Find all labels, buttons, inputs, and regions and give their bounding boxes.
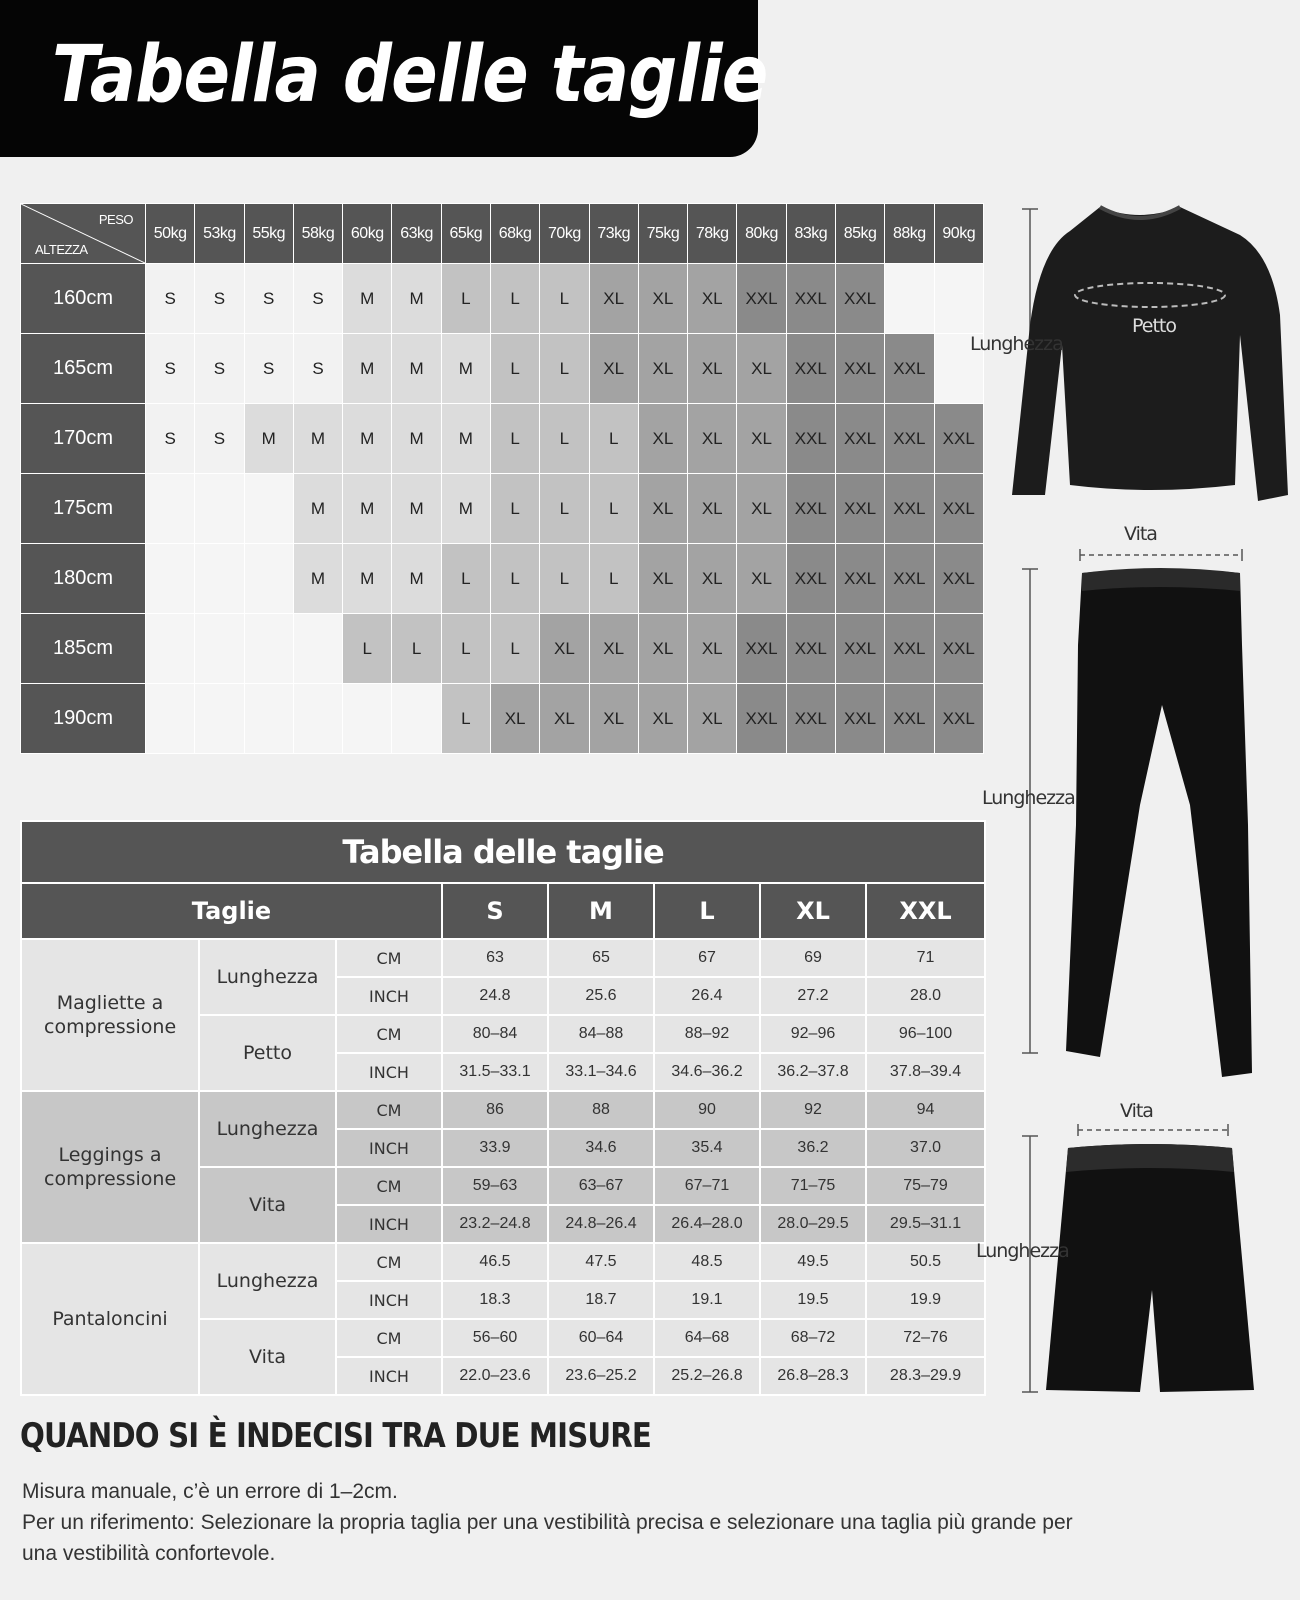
size-cell: XXL xyxy=(885,334,934,404)
measurement-table-title: Tabella delle taglie xyxy=(21,821,985,883)
size-cell: XL xyxy=(638,614,687,684)
size-cell: XXL xyxy=(885,614,934,684)
weight-header: 58kg xyxy=(293,204,342,264)
size-cell: XL xyxy=(638,474,687,544)
grid-row xyxy=(21,614,984,684)
size-cell: L xyxy=(343,614,392,684)
measurement-value: 69 xyxy=(760,939,866,977)
size-cell xyxy=(146,614,195,684)
size-column-header: S xyxy=(442,883,548,939)
size-cell: XXL xyxy=(835,474,884,544)
size-cell: XXL xyxy=(934,474,984,544)
advice-heading: QUANDO SI È INDECISI TRA DUE MISURE xyxy=(20,1416,652,1456)
size-cell: L xyxy=(490,334,539,404)
size-cell: XL xyxy=(688,614,737,684)
advice-line-1: Misura manuale, c’è un errore di 1–2cm. xyxy=(22,1480,398,1503)
compression-shirt-illustration xyxy=(970,195,1300,515)
size-cell: L xyxy=(441,264,490,334)
measurement-value: 28.0 xyxy=(866,977,985,1015)
measurement-value: 49.5 xyxy=(760,1243,866,1281)
size-cell: XL xyxy=(638,264,687,334)
shorts-waist-label: Vita xyxy=(1120,1100,1153,1122)
size-cell: XL xyxy=(490,684,539,754)
measurement-value: 25.6 xyxy=(548,977,654,1015)
weight-header: 60kg xyxy=(343,204,392,264)
size-cell: XXL xyxy=(934,404,984,474)
weight-header: 73kg xyxy=(589,204,638,264)
measurement-part: Lunghezza xyxy=(199,1091,336,1167)
size-cell: M xyxy=(244,404,293,474)
weight-axis-label: PESO xyxy=(98,212,133,227)
weight-header: 65kg xyxy=(441,204,490,264)
measurement-value: 24.8–26.4 xyxy=(548,1205,654,1243)
size-cell xyxy=(244,474,293,544)
size-cell: XXL xyxy=(885,404,934,474)
size-cell: XXL xyxy=(934,614,984,684)
size-cell xyxy=(934,264,984,334)
compression-leggings-illustration xyxy=(982,523,1300,1105)
size-cell: L xyxy=(441,544,490,614)
size-cell: M xyxy=(441,334,490,404)
size-cell: L xyxy=(490,544,539,614)
size-cell: M xyxy=(441,474,490,544)
grid-row xyxy=(21,684,984,754)
size-cell xyxy=(343,684,392,754)
size-cell: L xyxy=(392,614,441,684)
advice-line-2: Per un riferimento: Selezionare la propria taglia per una vestibilità precisa e selezionare una taglia più grande per xyxy=(22,1511,1073,1534)
size-cell: M xyxy=(392,264,441,334)
measurement-part: Vita xyxy=(199,1319,336,1395)
measurement-value: 56–60 xyxy=(442,1319,548,1357)
measurement-value: 71 xyxy=(866,939,985,977)
unit-label: INCH xyxy=(336,1053,442,1091)
size-cell: XXL xyxy=(737,614,786,684)
size-cell: L xyxy=(540,474,589,544)
unit-label: INCH xyxy=(336,1281,442,1319)
measurement-value: 23.6–25.2 xyxy=(548,1357,654,1395)
size-cell: XXL xyxy=(835,544,884,614)
grid-row xyxy=(21,334,984,404)
size-cell: L xyxy=(540,544,589,614)
size-cell: XXL xyxy=(786,334,835,404)
size-cell: M xyxy=(343,404,392,474)
size-cell: XL xyxy=(688,684,737,754)
size-cell: L xyxy=(490,614,539,684)
garment-category: Pantaloncini xyxy=(21,1243,199,1395)
measurement-value: 72–76 xyxy=(866,1319,985,1357)
size-cell: L xyxy=(490,404,539,474)
size-cell: XXL xyxy=(737,684,786,754)
measurement-value: 67 xyxy=(654,939,760,977)
measurement-value: 84–88 xyxy=(548,1015,654,1053)
size-cell: M xyxy=(293,474,342,544)
size-cell: XXL xyxy=(835,404,884,474)
height-label: 190cm xyxy=(21,684,146,754)
size-cell: XXL xyxy=(835,334,884,404)
size-cell: S xyxy=(293,264,342,334)
height-weight-size-grid xyxy=(20,203,984,754)
size-cell: XXL xyxy=(885,684,934,754)
size-cell: S xyxy=(195,334,244,404)
measurement-value: 19.5 xyxy=(760,1281,866,1319)
size-column-header: M xyxy=(548,883,654,939)
size-cell xyxy=(392,684,441,754)
size-cell: XL xyxy=(540,684,589,754)
unit-label: CM xyxy=(336,1243,442,1281)
measurement-value: 24.8 xyxy=(442,977,548,1015)
size-cell: M xyxy=(293,404,342,474)
measurement-value: 29.5–31.1 xyxy=(866,1205,985,1243)
size-cell xyxy=(146,544,195,614)
weight-header: 90kg xyxy=(934,204,984,264)
measurement-part: Lunghezza xyxy=(199,1243,336,1319)
measurement-value: 63–67 xyxy=(548,1167,654,1205)
size-cell: XL xyxy=(737,334,786,404)
measurement-value: 88–92 xyxy=(654,1015,760,1053)
size-cell xyxy=(195,684,244,754)
grid-corner-cell xyxy=(21,204,146,264)
size-cell: S xyxy=(146,264,195,334)
size-cell: XXL xyxy=(885,544,934,614)
garment-category: Leggings a compressione xyxy=(21,1091,199,1243)
measurement-part: Lunghezza xyxy=(199,939,336,1015)
unit-label: CM xyxy=(336,1167,442,1205)
size-cell: XL xyxy=(688,544,737,614)
grid-row xyxy=(21,404,984,474)
size-cell: L xyxy=(441,684,490,754)
unit-label: CM xyxy=(336,939,442,977)
measurement-value: 26.4 xyxy=(654,977,760,1015)
size-column-header: L xyxy=(654,883,760,939)
leggings-icon xyxy=(990,525,1300,1105)
size-cell: L xyxy=(441,614,490,684)
measurement-value: 50.5 xyxy=(866,1243,985,1281)
measurement-value: 75–79 xyxy=(866,1167,985,1205)
size-cell: XXL xyxy=(835,684,884,754)
size-cell: XXL xyxy=(786,544,835,614)
measurement-value: 68–72 xyxy=(760,1319,866,1357)
size-cell xyxy=(885,264,934,334)
measurement-value: 65 xyxy=(548,939,654,977)
weight-header: 88kg xyxy=(885,204,934,264)
measurement-value: 86 xyxy=(442,1091,548,1129)
size-cell: XL xyxy=(589,614,638,684)
weight-header: 75kg xyxy=(638,204,687,264)
size-cell: XL xyxy=(589,684,638,754)
unit-label: INCH xyxy=(336,1205,442,1243)
measurement-value: 36.2 xyxy=(760,1129,866,1167)
measurement-value: 64–68 xyxy=(654,1319,760,1357)
measurement-table xyxy=(20,820,986,1396)
measurement-value: 25.2–26.8 xyxy=(654,1357,760,1395)
leggings-length-label: Lunghezza xyxy=(982,787,1075,809)
height-label: 160cm xyxy=(21,264,146,334)
measurement-row xyxy=(21,939,985,977)
weight-header: 70kg xyxy=(540,204,589,264)
size-cell: XXL xyxy=(786,614,835,684)
weight-header: 50kg xyxy=(146,204,195,264)
height-label: 175cm xyxy=(21,474,146,544)
size-cell: XL xyxy=(589,264,638,334)
leggings-waist-label: Vita xyxy=(1124,523,1157,545)
measurement-value: 26.8–28.3 xyxy=(760,1357,866,1395)
size-cell xyxy=(244,544,293,614)
page-title: Tabella delle taglie xyxy=(52,30,768,120)
weight-header: 68kg xyxy=(490,204,539,264)
size-cell xyxy=(146,474,195,544)
measurement-value: 67–71 xyxy=(654,1167,760,1205)
size-cell: M xyxy=(392,544,441,614)
size-cell xyxy=(244,614,293,684)
size-cell: XL xyxy=(737,474,786,544)
shorts-length-label: Lunghezza xyxy=(976,1240,1069,1262)
size-cell: XL xyxy=(737,404,786,474)
measurement-value: 88 xyxy=(548,1091,654,1129)
size-column-header: XL xyxy=(760,883,866,939)
advice-line-3: una vestibilità confortevole. xyxy=(22,1542,276,1565)
size-cell: XXL xyxy=(786,404,835,474)
measurement-value: 34.6–36.2 xyxy=(654,1053,760,1091)
size-cell: XL xyxy=(638,404,687,474)
size-cell: XL xyxy=(688,264,737,334)
size-cell: S xyxy=(293,334,342,404)
measurement-value: 92 xyxy=(760,1091,866,1129)
size-cell: L xyxy=(490,264,539,334)
grid-row xyxy=(21,474,984,544)
size-cell: S xyxy=(195,264,244,334)
size-cell: XL xyxy=(688,474,737,544)
weight-header: 78kg xyxy=(688,204,737,264)
weight-header: 83kg xyxy=(786,204,835,264)
unit-label: INCH xyxy=(336,977,442,1015)
size-cell: M xyxy=(293,544,342,614)
size-cell: L xyxy=(589,404,638,474)
size-cell: XL xyxy=(638,544,687,614)
size-cell: XL xyxy=(737,544,786,614)
measurement-value: 18.3 xyxy=(442,1281,548,1319)
size-column-header: XXL xyxy=(866,883,985,939)
height-label: 170cm xyxy=(21,404,146,474)
measurement-value: 60–64 xyxy=(548,1319,654,1357)
grid-row xyxy=(21,264,984,334)
size-cell: L xyxy=(540,404,589,474)
unit-label: INCH xyxy=(336,1357,442,1395)
size-cell: XL xyxy=(540,614,589,684)
measurement-part: Vita xyxy=(199,1167,336,1243)
size-cell: L xyxy=(540,334,589,404)
weight-header: 63kg xyxy=(392,204,441,264)
measurement-value: 48.5 xyxy=(654,1243,760,1281)
size-cell: XXL xyxy=(835,264,884,334)
measurement-value: 71–75 xyxy=(760,1167,866,1205)
grid-row xyxy=(21,544,984,614)
size-cell: XL xyxy=(688,334,737,404)
measurement-value: 33.9 xyxy=(442,1129,548,1167)
shirt-length-label: Lunghezza xyxy=(970,333,1063,355)
unit-label: CM xyxy=(336,1091,442,1129)
measurement-value: 63 xyxy=(442,939,548,977)
size-cell: XXL xyxy=(786,474,835,544)
size-cell: M xyxy=(392,404,441,474)
measurement-value: 31.5–33.1 xyxy=(442,1053,548,1091)
measurement-value: 47.5 xyxy=(548,1243,654,1281)
size-cell xyxy=(146,684,195,754)
size-cell: L xyxy=(490,474,539,544)
size-cell: L xyxy=(540,264,589,334)
size-cell: XL xyxy=(638,334,687,404)
measurement-value: 34.6 xyxy=(548,1129,654,1167)
size-cell xyxy=(293,614,342,684)
measurement-part: Petto xyxy=(199,1015,336,1091)
size-cell: S xyxy=(195,404,244,474)
size-cell: M xyxy=(392,334,441,404)
size-cell: XXL xyxy=(835,614,884,684)
size-cell xyxy=(195,544,244,614)
size-cell: XXL xyxy=(737,264,786,334)
shorts-illustration xyxy=(976,1100,1300,1400)
measurement-value: 94 xyxy=(866,1091,985,1129)
size-cell: S xyxy=(244,264,293,334)
size-cell: M xyxy=(343,544,392,614)
size-cell: XXL xyxy=(934,684,984,754)
measurement-value: 28.0–29.5 xyxy=(760,1205,866,1243)
garment-category: Magliette a compressione xyxy=(21,939,199,1091)
measurement-row xyxy=(21,1091,985,1129)
size-cell xyxy=(195,614,244,684)
size-header: Taglie xyxy=(21,883,442,939)
measurement-value: 26.4–28.0 xyxy=(654,1205,760,1243)
measurement-value: 28.3–29.9 xyxy=(866,1357,985,1395)
size-cell: XL xyxy=(638,684,687,754)
size-cell: M xyxy=(343,474,392,544)
measurement-value: 19.1 xyxy=(654,1281,760,1319)
unit-label: CM xyxy=(336,1319,442,1357)
measurement-value: 19.9 xyxy=(866,1281,985,1319)
size-cell: S xyxy=(146,334,195,404)
measurement-value: 92–96 xyxy=(760,1015,866,1053)
weight-header: 85kg xyxy=(835,204,884,264)
measurement-value: 80–84 xyxy=(442,1015,548,1053)
measurement-value: 37.0 xyxy=(866,1129,985,1167)
measurement-value: 96–100 xyxy=(866,1015,985,1053)
measurement-value: 36.2–37.8 xyxy=(760,1053,866,1091)
size-cell: S xyxy=(146,404,195,474)
height-label: 165cm xyxy=(21,334,146,404)
shirt-icon xyxy=(990,195,1300,515)
size-cell: L xyxy=(589,474,638,544)
size-cell: M xyxy=(343,334,392,404)
measurement-value: 46.5 xyxy=(442,1243,548,1281)
size-cell: XXL xyxy=(934,544,984,614)
weight-header: 53kg xyxy=(195,204,244,264)
measurement-value: 22.0–23.6 xyxy=(442,1357,548,1395)
unit-label: CM xyxy=(336,1015,442,1053)
measurement-value: 23.2–24.8 xyxy=(442,1205,548,1243)
grid-header-row xyxy=(21,204,984,264)
measurement-value: 59–63 xyxy=(442,1167,548,1205)
size-cell: M xyxy=(392,474,441,544)
measurement-value: 27.2 xyxy=(760,977,866,1015)
weight-header: 80kg xyxy=(737,204,786,264)
size-cell: XXL xyxy=(885,474,934,544)
measurement-value: 33.1–34.6 xyxy=(548,1053,654,1091)
height-axis-label: ALTEZZA xyxy=(35,242,88,257)
title-banner xyxy=(0,0,768,157)
size-cell xyxy=(293,684,342,754)
measurement-row xyxy=(21,1243,985,1281)
unit-label: INCH xyxy=(336,1129,442,1167)
size-cell: XL xyxy=(688,404,737,474)
size-cell: XXL xyxy=(786,264,835,334)
height-label: 180cm xyxy=(21,544,146,614)
size-cell xyxy=(244,684,293,754)
measurement-value: 18.7 xyxy=(548,1281,654,1319)
measurement-value: 37.8–39.4 xyxy=(866,1053,985,1091)
height-label: 185cm xyxy=(21,614,146,684)
shirt-chest-label: Petto xyxy=(1132,315,1176,337)
size-cell: S xyxy=(244,334,293,404)
size-cell xyxy=(195,474,244,544)
weight-header: 55kg xyxy=(244,204,293,264)
size-cell: M xyxy=(441,404,490,474)
size-cell: M xyxy=(343,264,392,334)
size-cell: XXL xyxy=(786,684,835,754)
measurement-value: 90 xyxy=(654,1091,760,1129)
measurement-value: 35.4 xyxy=(654,1129,760,1167)
size-cell: L xyxy=(589,544,638,614)
size-cell: XL xyxy=(589,334,638,404)
